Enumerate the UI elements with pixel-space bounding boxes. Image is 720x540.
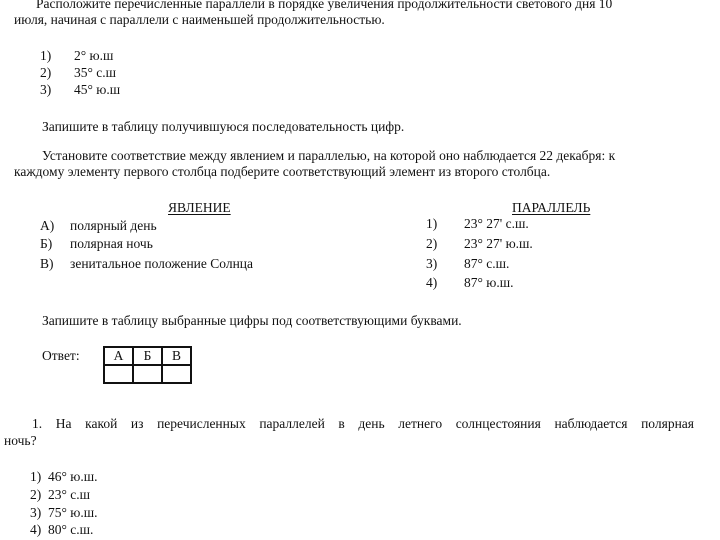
parallel-text: 23° 27' с.ш. [464, 216, 529, 231]
phenomenon-text: зенитальное положение Солнца [70, 256, 254, 271]
option-text: 45° ю.ш [74, 82, 121, 97]
answer-header-b: Б [133, 347, 162, 365]
phenomenon-letter: Б) [40, 236, 53, 251]
phenomenon-letter: В) [40, 256, 54, 271]
phenomenon-text: полярный день [70, 218, 157, 233]
parallel-number: 2) [426, 236, 438, 251]
option-text: 80° с.ш. [48, 522, 94, 537]
answer-cell-b[interactable] [133, 365, 162, 383]
answer-cell-a[interactable] [104, 365, 133, 383]
parallel-text: 87° ю.ш. [464, 275, 514, 290]
task3-option [30, 522, 93, 538]
task3-option [30, 487, 90, 503]
task1-option [40, 48, 113, 64]
task1-line1: Расположите перечисленные параллели в порядке увеличения продолжительности светового дня 10 [36, 0, 613, 11]
parallel-text: 87° с.ш. [464, 256, 510, 271]
option-number: 3) [30, 505, 42, 520]
phenomenon-item [40, 236, 153, 252]
task2-line1: Установите соответствие между явлением и параллелью, на которой оно наблюдается 22 декабря: к [42, 148, 616, 163]
parallel-item [426, 256, 509, 272]
answer-cell-v[interactable] [162, 365, 191, 383]
option-number: 2) [40, 65, 52, 80]
task1-instruction: Запишите в таблицу получившуюся последовательность цифр. [42, 119, 405, 134]
task3-line2: ночь? [4, 433, 37, 448]
parallels-header: ПАРАЛЛЕЛЬ [512, 200, 591, 215]
task3-option [30, 505, 98, 521]
option-number: 1) [40, 48, 52, 63]
answer-header-a: А [104, 347, 133, 365]
task2-line2: каждому элементу первого столбца подберите соответствующий элемент из второго столбца. [14, 164, 551, 179]
parallel-number: 4) [426, 275, 438, 290]
phenomenon-item [40, 218, 157, 234]
option-number: 1) [30, 469, 42, 484]
phenomenon-letter: А) [40, 218, 55, 233]
phenomenon-item [40, 256, 253, 272]
parallel-item [426, 275, 514, 291]
option-text: 35° с.ш [74, 65, 117, 80]
option-text: 75° ю.ш. [48, 505, 98, 520]
task2-instruction: Запишите в таблицу выбранные цифры под соответствующими буквами. [42, 313, 462, 328]
option-text: 23° с.ш [48, 487, 91, 502]
parallel-number: 3) [426, 256, 438, 271]
task1-line2: июля, начиная с параллели с наименьшей продолжительностью. [14, 12, 385, 27]
option-text: 46° ю.ш. [48, 469, 98, 484]
phenomena-header: ЯВЛЕНИЕ [168, 200, 231, 215]
answer-table [103, 346, 192, 384]
option-text: 2° ю.ш [74, 48, 114, 63]
task3-line1: 1. На какой из перечисленных параллелей в день летнего солнцестояния наблюдается полярная [32, 416, 694, 431]
parallel-text: 23° 27' ю.ш. [464, 236, 533, 251]
parallel-number: 1) [426, 216, 438, 231]
parallel-item [426, 236, 533, 252]
parallel-item [426, 216, 529, 232]
phenomenon-text: полярная ночь [70, 236, 153, 251]
task3-option [30, 469, 98, 485]
option-number: 4) [30, 522, 42, 537]
answer-header-v: В [162, 347, 191, 365]
task1-option [40, 82, 120, 98]
task1-option [40, 65, 116, 81]
option-number: 2) [30, 487, 42, 502]
option-number: 3) [40, 82, 52, 97]
answer-label: Ответ: [42, 348, 80, 363]
